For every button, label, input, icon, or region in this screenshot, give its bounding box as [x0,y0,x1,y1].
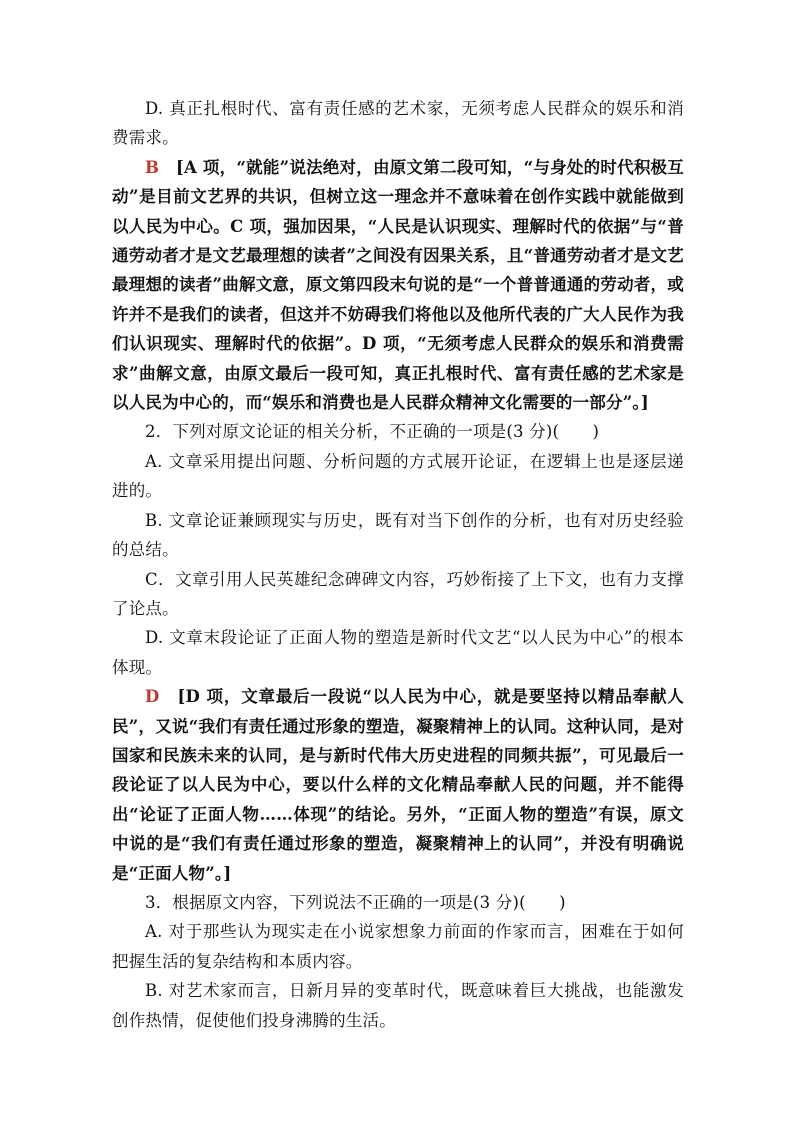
q2-answer [112,682,684,888]
document-page [112,94,684,1035]
q2-option-c: C．文章引用人民英雄纪念碑碑文内容，巧妙衔接了上下文，也有力支撑了论点。 [112,569,684,618]
q1-answer [112,153,684,418]
q2-option-d: D. 文章末段论证了正面人物的塑造是新时代文艺“以人民为中心”的根本体现。 [112,628,684,677]
q2-stem: 2．下列对原文论证的相关分析，不正确的一项是(3 分)( ) [145,422,600,442]
q3-option-a: A. 对于那些认为现实走在小说家想象力前面的作家而言，困难在于如何把握生活的复杂结构和本质内容。 [112,922,684,971]
q3-option-b: B. 对艺术家而言，日新月异的变革时代，既意味着巨大挑战，也能激发创作热情，促使他们投身沸腾的生活。 [112,981,684,1030]
q1-option-d: D. 真正扎根时代、富有责任感的艺术家，无须考虑人民群众的娱乐和消费需求。 [112,99,684,148]
q2-answer-letter: D [145,687,160,707]
q3-stem: 3．根据原文内容，下列说法不正确的一项是(3 分)( ) [145,892,566,912]
q1-answer-explanation: [A 项，“就能”说法绝对，由原文第二段可知，“与身处的时代积极互动”是目前文艺界的共识，但树立这一理念并不意味着在创作实践中就能做到以人民为中心。C 项，强加因果，“人民是认识现实、理解时代的依据”与“普通劳动者才是文艺最理想的读者”之间没有因果关系，且“普通劳动者才是文艺最理想的读者”曲解文意，原文第四段末句说的是“一个普普通通的劳动者，或许并不是我们的读者，但这并不妨碍我们将他以及他所代表的广大人民作为我们认识现实、理解时代的依据”。D 项，“无须考虑人民群众的娱乐和消费需求”曲解文意，由原文最后一段可知，真正扎根时代、富有责任感的艺术家是以人民为中心的，而“娱乐和消费也是人民群众精神文化需要的一部分”。] [112,157,684,413]
q2-option-b: B. 文章论证兼顾现实与历史，既有对当下创作的分析，也有对历史经验的总结。 [112,510,684,560]
q2-option-a: A. 文章采用提出问题、分析问题的方式展开论证，在逻辑上也是逐层递进的。 [112,451,684,501]
q1-answer-letter: B [145,157,160,177]
q2-answer-explanation: [D 项，文章最后一段说“以人民为中心，就是要坚持以精品奉献人民”，又说“我们有责任通过形象的塑造，凝聚精神上的认同。这种认同，是对国家和民族未来的认同，是与新时代伟大历史进程的同频共振”，可见最后一段论证了以人民为中心，要以什么样的文化精品奉献人民的问题，并不能得出“论证了正面人物……体现”的结论。另外，“正面人物的塑造”有误，原文中说的是“我们有责任通过形象的塑造，凝聚精神上的认同”，并没有明确说是“正面人物”。] [112,687,684,883]
